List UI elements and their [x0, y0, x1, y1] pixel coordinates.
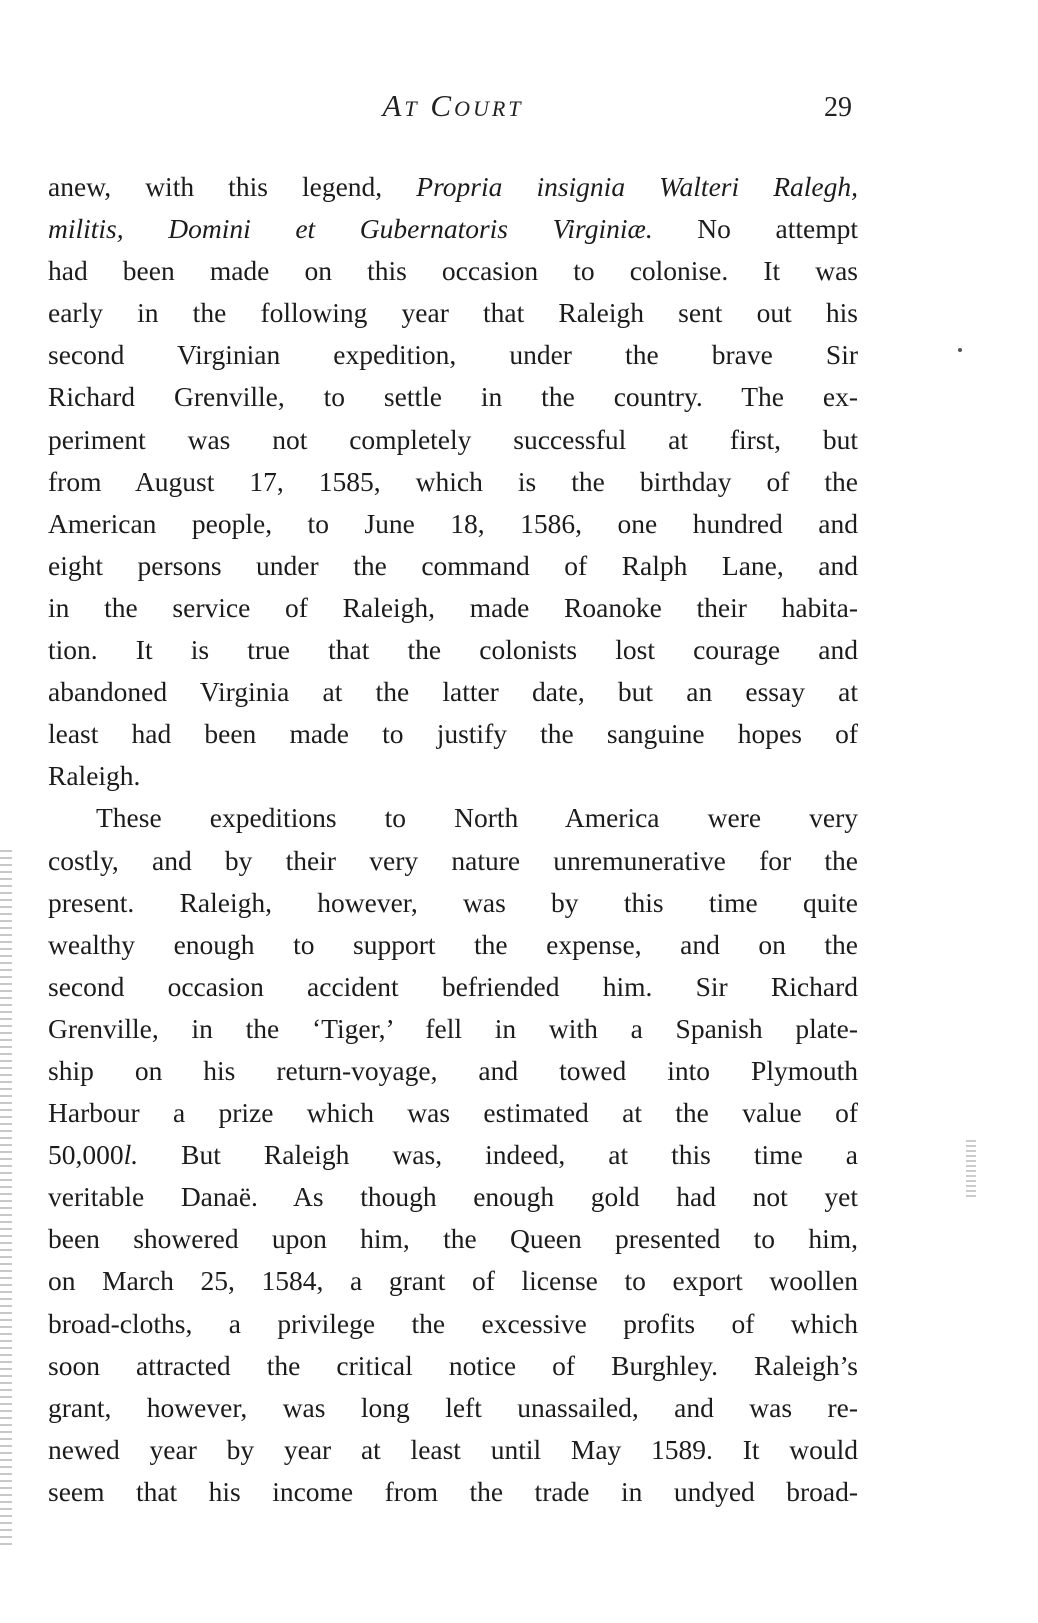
body-text — [48, 166, 858, 1513]
page-number: 29 — [824, 92, 852, 123]
text-line: eight persons under the command of Ralph Lane, and — [48, 549, 858, 581]
text-line: from August 17, 1585, which is the birthday of the — [48, 465, 858, 497]
text-line: present. Raleigh, however, was by this time quite — [48, 886, 858, 918]
paragraph-end-line: Raleigh. — [48, 760, 141, 792]
text-line: wealthy enough to support the expense, and on the — [48, 928, 858, 960]
text-line: second occasion accident befriended him. Sir Richard — [48, 970, 858, 1002]
text-line: 50,000l. But Raleigh was, indeed, at this time a — [48, 1139, 858, 1171]
text-line: second Virginian expedition, under the brave Sir — [48, 339, 858, 371]
text-line: grant, however, was long left unassailed, and was re- — [48, 1391, 858, 1423]
text-line: militis, Domini et Gubernatoris Virginiæ. No attempt — [48, 213, 858, 245]
margin-speck — [966, 1140, 976, 1200]
text-line: veritable Danaë. As though enough gold had not yet — [48, 1181, 858, 1213]
text-line: had been made on this occasion to colonise. It was — [48, 255, 858, 287]
text-line: on March 25, 1584, a grant of license to export woollen — [48, 1265, 858, 1297]
running-head — [48, 88, 858, 128]
text-line: anew, with this legend, Propria insignia Walteri Ralegh, — [48, 171, 858, 202]
text-line: soon attracted the critical notice of Burghley. Raleigh’s — [48, 1349, 858, 1381]
text-line: abandoned Virginia at the latter date, but an essay at — [48, 676, 858, 708]
text-line: ship on his return-voyage, and towed into Plymouth — [48, 1054, 858, 1086]
text-line: broad-cloths, a privilege the excessive profits of which — [48, 1307, 858, 1339]
paragraph-start-line: These expeditions to North America were very — [96, 802, 858, 834]
text-line: Harbour a prize which was estimated at the value of — [48, 1097, 858, 1129]
text-line: Richard Grenville, to settle in the country. The ex- — [48, 381, 858, 413]
text-line: been showered upon him, the Queen presented to him, — [48, 1223, 858, 1255]
binding-shadow — [0, 850, 12, 1550]
text-line: in the service of Raleigh, made Roanoke their habita- — [48, 591, 858, 623]
text-line: least had been made to justify the sanguine hopes of — [48, 718, 858, 750]
running-title: At Court — [382, 88, 524, 123]
text-line: early in the following year that Raleigh sent out his — [48, 297, 858, 329]
text-line: Grenville, in the ‘Tiger,’ fell in with a Spanish plate- — [48, 1012, 858, 1044]
text-line: tion. It is true that the colonists lost courage and — [48, 634, 858, 666]
text-line: American people, to June 18, 1586, one hundred and — [48, 507, 858, 539]
text-line: costly, and by their very nature unremunerative for the — [48, 844, 858, 876]
margin-mark — [958, 348, 962, 352]
text-line: periment was not completely successful at first, but — [48, 423, 858, 455]
text-line: newed year by year at least until May 1589. It would — [48, 1433, 858, 1465]
text-line: seem that his income from the trade in undyed broad- — [48, 1475, 858, 1507]
